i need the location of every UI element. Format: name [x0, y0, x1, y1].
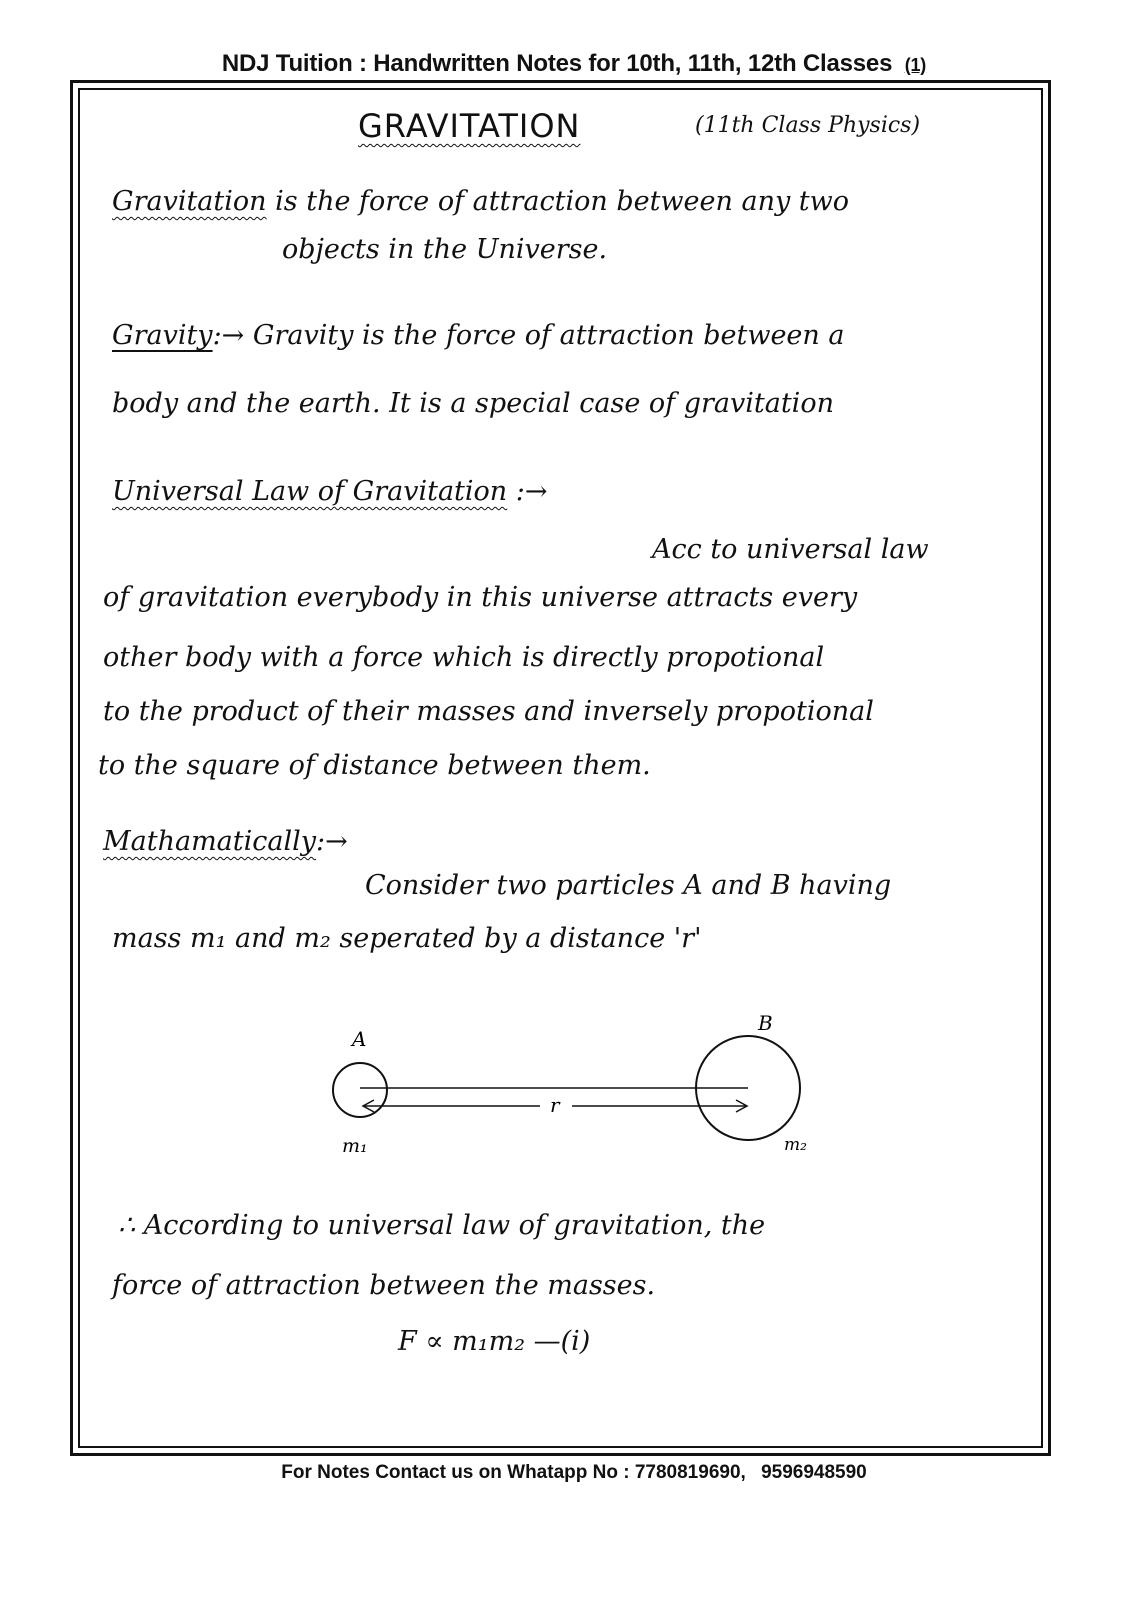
header-text: NDJ Tuition : Handwritten Notes for 10th, 11th, 12th Classes	[221, 50, 893, 77]
conclusion-line2: force of attraction between the masses.	[112, 1270, 656, 1301]
gravity-def-rest: Gravity is the force of attraction between a	[252, 320, 845, 351]
page-title: GRAVITATION	[358, 107, 581, 145]
mass-a-circle	[333, 1063, 387, 1117]
gravitation-def-rest: is the force of attraction between any two	[275, 186, 850, 217]
page-subtitle: (11th Class Physics)	[695, 113, 921, 138]
gravity-arrow: :→	[212, 320, 245, 351]
gravity-line2: body and the earth. It is a special case of gravitation	[112, 388, 834, 419]
gravitation-definition-line1	[112, 188, 849, 215]
distance-label: r	[550, 1093, 560, 1117]
gravity-term: Gravity	[112, 320, 213, 351]
footer-phone2: 9596948590	[761, 1462, 867, 1483]
universal-law-line2: of gravitation everybody in this universe attracts every	[103, 582, 858, 613]
mass-a-label: m₁	[342, 1135, 368, 1157]
page-footer	[0, 1462, 1148, 1484]
universal-law-heading-line	[112, 478, 548, 505]
mass-b-label: m₂	[784, 1135, 807, 1155]
two-masses-diagram	[300, 1000, 860, 1180]
universal-law-line1: Acc to universal law	[652, 534, 929, 565]
footer-text: For Notes Contact us on Whatapp No : 7780819690,	[281, 1462, 746, 1483]
universal-law-line3: other body with a force which is directly propotional	[103, 642, 825, 673]
gravitation-term: Gravitation	[112, 186, 267, 217]
label-a: A	[352, 1027, 367, 1051]
page-number: (1)	[904, 55, 927, 75]
equation-1: F ∝ m₁m₂ —(i)	[398, 1326, 591, 1357]
universal-law-line5: to the square of distance between them.	[98, 750, 651, 781]
mathematically-line1: Consider two particles A and B having	[365, 870, 892, 901]
page-header	[0, 50, 1148, 78]
mathematically-heading: Mathamatically	[103, 826, 317, 857]
mathematically-line2: mass m₁ and m₂ seperated by a distance 'r'	[112, 923, 702, 954]
conclusion-line1: ∴ According to universal law of gravitation, the	[118, 1210, 766, 1241]
mathematically-arrow: :→	[316, 826, 348, 857]
gravity-line1	[112, 322, 844, 349]
universal-law-arrow: :→	[515, 476, 548, 507]
universal-law-line4: to the product of their masses and inversely propotional	[103, 696, 874, 727]
label-b: B	[758, 1011, 773, 1035]
universal-law-heading: Universal Law of Gravitation	[112, 476, 508, 507]
gravitation-definition-line2: objects in the Universe.	[282, 234, 608, 265]
mathematically-heading-line	[103, 828, 348, 855]
